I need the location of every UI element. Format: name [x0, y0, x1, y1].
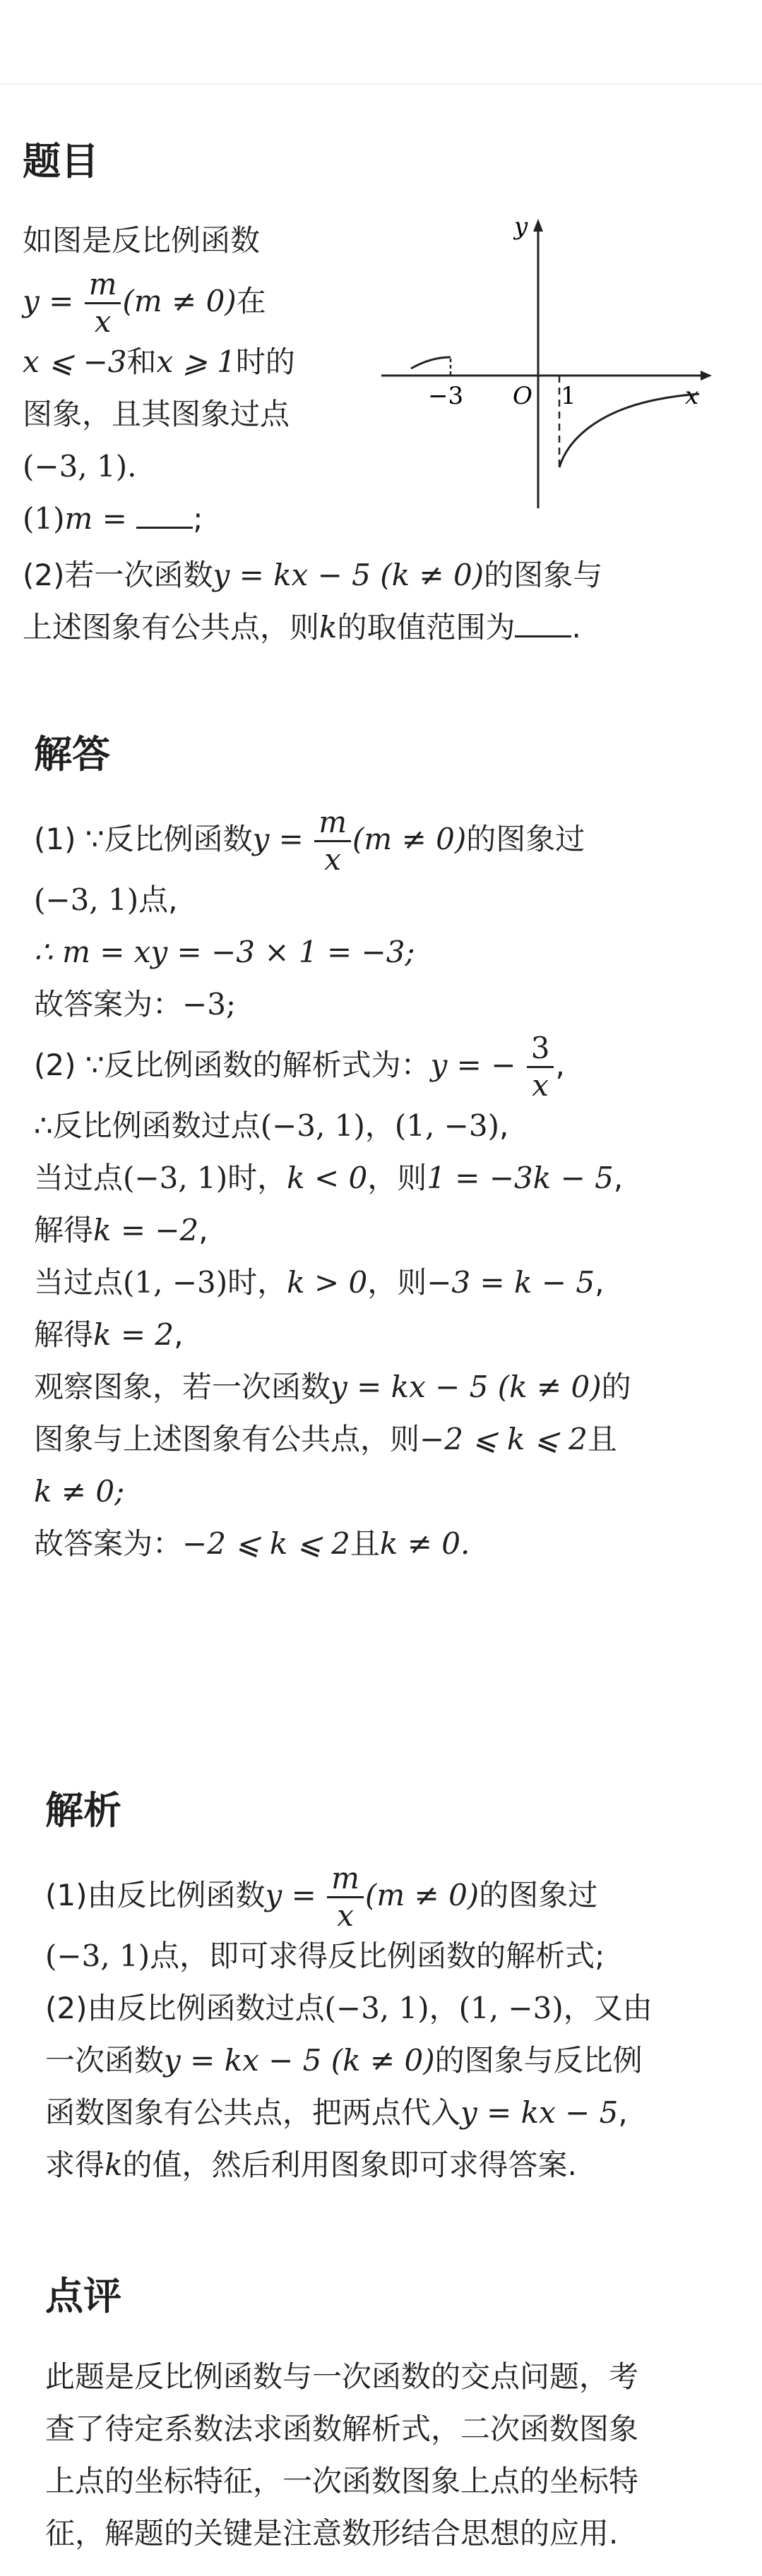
math: (−3, 1)	[123, 1161, 228, 1195]
math: y = kx − 5 (k ≠ 0)	[164, 2043, 435, 2078]
x-axis-label: x	[685, 382, 699, 410]
math: (m ≠ 0)	[364, 1878, 480, 1912]
math: (m ≠ 0)	[122, 284, 237, 318]
question-line	[23, 601, 743, 654]
math: 1 = −3k − 5	[427, 1161, 614, 1195]
fraction-denominator: x	[527, 1066, 554, 1101]
text: 故答案为：	[34, 987, 183, 1022]
question-line	[23, 549, 743, 601]
math: y =	[265, 1878, 316, 1912]
fraction-denominator: x	[314, 840, 351, 875]
answer-blank	[136, 497, 193, 529]
text: ，	[364, 1108, 395, 1143]
fraction	[327, 1861, 364, 1933]
answer-heading: 解答	[34, 732, 110, 777]
math: k > 0	[287, 1265, 368, 1300]
question-text	[23, 215, 390, 545]
text: 的取值范围为	[337, 610, 516, 645]
math: (−3, 1).	[23, 449, 137, 484]
math: k	[319, 610, 338, 645]
math: k	[105, 2147, 123, 2182]
math: (−3, 1)	[324, 1991, 429, 2025]
text: ，	[429, 1991, 459, 2025]
math: y = kx − 5 (k ≠ 0)	[213, 558, 484, 592]
y-axis-label: y	[514, 212, 528, 241]
text: 时的	[235, 345, 295, 379]
text: ，则	[367, 1161, 427, 1195]
comment-line: 此题是反比例函数与一次函数的交点问题，考	[45, 2359, 639, 2394]
analysis-line	[45, 1930, 751, 1982]
text: 观察图象，若一次函数	[34, 1370, 331, 1404]
text: 且	[587, 1422, 617, 1456]
text: 的图象过	[466, 822, 585, 856]
comment-heading: 点评	[45, 2274, 121, 2318]
text: ∴反比例函数过点	[34, 1108, 261, 1143]
math: −2 ⩽ k ⩽ 2	[419, 1422, 588, 1456]
math: y = kx − 5	[460, 2095, 619, 2130]
answer-line	[34, 926, 747, 978]
text: (2)由反比例函数过点	[45, 1991, 325, 2025]
text: 当过点	[34, 1265, 124, 1300]
text: ,	[595, 1265, 605, 1300]
text: 如图是反比例函数	[23, 223, 261, 258]
answer-line	[34, 1518, 747, 1570]
text: (2)若一次函数	[23, 558, 213, 592]
math: k ≠ 0.	[379, 1526, 470, 1561]
math: x ⩾ 1	[156, 345, 236, 379]
answer-line	[34, 1413, 747, 1466]
text: .	[571, 610, 581, 645]
text: 的值，然后利用图象即可求得答案.	[122, 2147, 577, 2182]
math: k = 2	[93, 1317, 174, 1352]
question-line	[23, 493, 390, 545]
fraction-numerator: m	[88, 267, 117, 301]
answer-line	[34, 1257, 747, 1309]
answer-blank	[515, 606, 571, 637]
hyperbola-right-branch	[559, 394, 699, 467]
fraction-denominator: x	[327, 1896, 364, 1931]
fraction	[314, 805, 351, 877]
math: (−3, 1)	[260, 1108, 365, 1143]
analysis-line	[45, 2139, 751, 2191]
math: k ≠ 0;	[34, 1474, 125, 1509]
math: m =	[64, 501, 127, 536]
answer-line	[34, 1100, 747, 1152]
analysis-line	[45, 2087, 751, 2139]
math: y = −	[430, 1048, 516, 1082]
text: 故答案为：	[34, 1526, 183, 1561]
text: 图象，且其图象过点	[23, 397, 290, 431]
answer-line	[34, 978, 747, 1031]
fraction-numerator: 3	[530, 1031, 550, 1065]
question-line	[23, 215, 390, 267]
tick-label-neg3: −3	[428, 382, 464, 410]
text: 在	[236, 284, 266, 318]
math: y = kx − 5 (k ≠ 0)	[331, 1370, 602, 1404]
text: 的图象与反比例	[434, 2043, 643, 2078]
text: (1) ∵反比例函数	[34, 822, 253, 856]
text: ，又由	[563, 1991, 653, 2025]
math: y =	[252, 822, 304, 856]
text: (1)由反比例函数	[45, 1878, 266, 1912]
text: ,	[174, 1317, 184, 1352]
analysis-line	[45, 1861, 751, 1933]
math: (1, −3)	[123, 1265, 228, 1300]
math: (1, −3)	[458, 1991, 564, 2025]
text: 点,	[138, 882, 178, 917]
text: 解得	[34, 1213, 94, 1247]
text: 图象与上述图象有公共点，则	[34, 1422, 420, 1456]
question-text-continued	[23, 549, 743, 654]
text: 的	[601, 1370, 631, 1404]
comment-line: 查了待定系数法求函数解析式，二次函数图象	[45, 2412, 639, 2446]
question-line	[23, 336, 390, 388]
math: (1, −3)	[394, 1108, 499, 1143]
text: 点，即可求得反比例函数的解析式;	[150, 1939, 605, 1973]
text: 的图象与	[484, 558, 603, 592]
text: 一次函数	[45, 2043, 165, 2078]
text: ,	[613, 1161, 624, 1195]
question-heading: 题目	[23, 139, 99, 184]
answer-line	[34, 1466, 747, 1518]
question-line	[23, 441, 390, 493]
answer-text	[34, 805, 747, 1570]
function-graph	[374, 212, 720, 515]
text: 上述图象有公共点，则	[23, 610, 320, 645]
math: −3 = k − 5	[427, 1265, 595, 1300]
answer-line	[34, 1361, 747, 1413]
math: k = −2	[93, 1213, 199, 1247]
math: (m ≠ 0)	[352, 822, 467, 856]
answer-line	[34, 874, 747, 926]
answer-line	[34, 1031, 747, 1103]
fraction-numerator: m	[319, 805, 347, 839]
analysis-line	[45, 2035, 751, 2087]
hyperbola-left-branch	[411, 357, 451, 369]
math: (−3, 1)	[34, 882, 139, 917]
text: ,	[198, 1213, 208, 1247]
text: 解得	[34, 1317, 94, 1352]
text: 当过点	[34, 1161, 124, 1195]
math: (1)	[23, 501, 65, 536]
text: ;	[193, 501, 203, 536]
text: ,	[618, 2095, 628, 2130]
answer-line	[34, 1204, 747, 1257]
comment-line: 上点的坐标特征，一次函数图象上点的坐标特	[45, 2464, 639, 2498]
text: ，则	[367, 1265, 427, 1300]
question-line	[23, 267, 390, 339]
math: ∴ m = xy = −3 × 1 = −3;	[34, 935, 415, 969]
answer-line	[34, 805, 747, 877]
comment-text	[45, 2351, 751, 2560]
text: 且	[350, 1526, 380, 1561]
analysis-text	[45, 1861, 751, 2191]
math: (−3, 1)	[45, 1939, 150, 1973]
text: 时，	[227, 1265, 287, 1300]
tick-label-1: 1	[561, 382, 576, 410]
math: −3;	[182, 987, 237, 1022]
math: −2 ⩽ k ⩽ 2	[182, 1526, 350, 1561]
origin-label: O	[513, 382, 532, 410]
comment-line: 征，解题的关键是注意数形结合思想的应用.	[45, 2516, 619, 2551]
fraction	[85, 267, 121, 339]
text: (2) ∵反比例函数的解析式为：	[34, 1048, 431, 1082]
fraction-denominator: x	[85, 302, 121, 337]
top-bar	[0, 0, 762, 85]
math: k < 0	[287, 1161, 368, 1195]
y-axis-arrow	[533, 219, 543, 232]
text: 求得	[45, 2147, 105, 2182]
analysis-line	[45, 1982, 751, 2035]
answer-line	[34, 1309, 747, 1361]
fraction-numerator: m	[331, 1861, 359, 1895]
text: 时，	[227, 1161, 287, 1195]
question-line	[23, 388, 390, 441]
answer-line	[34, 1152, 747, 1204]
text: 和	[126, 345, 157, 379]
x-axis-arrow	[701, 371, 712, 381]
text: 的图象过	[479, 1878, 598, 1912]
analysis-heading: 解析	[45, 1788, 121, 1833]
text: ,	[499, 1108, 509, 1143]
math: x ⩽ −3	[23, 345, 127, 379]
text: 函数图象有公共点，把两点代入	[45, 2095, 461, 2130]
math: y =	[23, 284, 74, 318]
fraction	[527, 1031, 554, 1103]
text: ,	[555, 1048, 565, 1082]
